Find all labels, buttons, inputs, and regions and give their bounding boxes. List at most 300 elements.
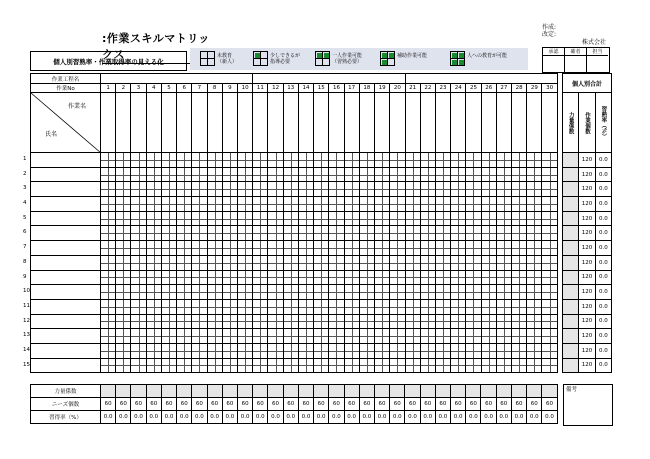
skill-cell[interactable] xyxy=(451,343,466,358)
skill-cell[interactable] xyxy=(405,153,420,168)
skill-cell[interactable] xyxy=(451,255,466,270)
skill-cell[interactable] xyxy=(542,182,557,197)
skill-cell[interactable] xyxy=(344,299,359,314)
skill-cell[interactable] xyxy=(237,299,252,314)
skill-cell[interactable] xyxy=(161,314,176,329)
skill-cell[interactable] xyxy=(268,343,283,358)
skill-cell[interactable] xyxy=(237,211,252,226)
skill-cell[interactable] xyxy=(466,299,481,314)
skill-cell[interactable] xyxy=(375,226,390,241)
skill-cell[interactable] xyxy=(101,285,116,300)
skill-cell[interactable] xyxy=(527,314,542,329)
skill-cell[interactable] xyxy=(527,167,542,182)
skill-cell[interactable] xyxy=(314,226,329,241)
skill-cell[interactable] xyxy=(390,182,405,197)
skill-cell[interactable] xyxy=(512,329,527,344)
skill-cell[interactable] xyxy=(466,329,481,344)
skill-cell[interactable] xyxy=(161,241,176,256)
skill-cell[interactable] xyxy=(481,329,496,344)
skill-cell[interactable] xyxy=(314,299,329,314)
skill-cell[interactable] xyxy=(420,270,435,285)
process-name-cell[interactable] xyxy=(101,74,253,84)
skill-cell[interactable] xyxy=(101,167,116,182)
skill-cell[interactable] xyxy=(344,211,359,226)
skill-cell[interactable] xyxy=(405,299,420,314)
skill-cell[interactable] xyxy=(420,167,435,182)
skill-cell[interactable] xyxy=(496,299,511,314)
skill-cell[interactable] xyxy=(116,270,131,285)
task-name-cell[interactable] xyxy=(101,93,116,153)
skill-cell[interactable] xyxy=(268,329,283,344)
skill-cell[interactable] xyxy=(253,270,268,285)
skill-cell[interactable] xyxy=(512,255,527,270)
skill-cell[interactable] xyxy=(496,226,511,241)
skill-cell[interactable] xyxy=(116,153,131,168)
skill-cell[interactable] xyxy=(329,241,344,256)
skill-cell[interactable] xyxy=(405,226,420,241)
skill-cell[interactable] xyxy=(512,226,527,241)
skill-cell[interactable] xyxy=(375,299,390,314)
skill-cell[interactable] xyxy=(359,255,374,270)
skill-cell[interactable] xyxy=(542,226,557,241)
skill-cell[interactable] xyxy=(131,211,146,226)
skill-cell[interactable] xyxy=(237,167,252,182)
skill-cell[interactable] xyxy=(192,299,207,314)
person-name-cell[interactable] xyxy=(23,299,101,314)
skill-cell[interactable] xyxy=(298,226,313,241)
skill-cell[interactable] xyxy=(101,299,116,314)
skill-cell[interactable] xyxy=(253,343,268,358)
skill-cell[interactable] xyxy=(390,358,405,373)
skill-cell[interactable] xyxy=(131,226,146,241)
skill-cell[interactable] xyxy=(207,329,222,344)
skill-cell[interactable] xyxy=(542,299,557,314)
task-name-cell[interactable] xyxy=(496,93,511,153)
skill-cell[interactable] xyxy=(283,153,298,168)
skill-cell[interactable] xyxy=(542,255,557,270)
task-name-cell[interactable] xyxy=(390,93,405,153)
skill-cell[interactable] xyxy=(527,241,542,256)
skill-cell[interactable] xyxy=(542,197,557,212)
skill-cell[interactable] xyxy=(390,255,405,270)
person-name-cell[interactable] xyxy=(23,255,101,270)
skill-cell[interactable] xyxy=(314,358,329,373)
skill-cell[interactable] xyxy=(192,211,207,226)
skill-cell[interactable] xyxy=(344,329,359,344)
skill-cell[interactable] xyxy=(192,197,207,212)
skill-cell[interactable] xyxy=(207,167,222,182)
skill-cell[interactable] xyxy=(390,343,405,358)
skill-cell[interactable] xyxy=(222,329,237,344)
skill-cell[interactable] xyxy=(161,343,176,358)
skill-cell[interactable] xyxy=(390,270,405,285)
skill-cell[interactable] xyxy=(298,255,313,270)
skill-cell[interactable] xyxy=(542,314,557,329)
skill-cell[interactable] xyxy=(435,211,450,226)
skill-cell[interactable] xyxy=(314,255,329,270)
skill-cell[interactable] xyxy=(131,299,146,314)
skill-cell[interactable] xyxy=(131,197,146,212)
process-name-cell[interactable] xyxy=(253,74,405,84)
skill-cell[interactable] xyxy=(329,153,344,168)
skill-cell[interactable] xyxy=(192,167,207,182)
skill-cell[interactable] xyxy=(405,197,420,212)
task-name-cell[interactable] xyxy=(161,93,176,153)
skill-cell[interactable] xyxy=(268,153,283,168)
task-name-cell[interactable] xyxy=(207,93,222,153)
skill-cell[interactable] xyxy=(420,197,435,212)
skill-cell[interactable] xyxy=(101,255,116,270)
skill-cell[interactable] xyxy=(375,241,390,256)
skill-cell[interactable] xyxy=(192,241,207,256)
skill-cell[interactable] xyxy=(237,343,252,358)
skill-cell[interactable] xyxy=(192,343,207,358)
skill-cell[interactable] xyxy=(481,241,496,256)
skill-cell[interactable] xyxy=(375,255,390,270)
skill-cell[interactable] xyxy=(268,299,283,314)
person-name-cell[interactable] xyxy=(23,167,101,182)
skill-cell[interactable] xyxy=(359,226,374,241)
skill-cell[interactable] xyxy=(283,211,298,226)
skill-cell[interactable] xyxy=(344,314,359,329)
skill-cell[interactable] xyxy=(298,270,313,285)
skill-cell[interactable] xyxy=(466,358,481,373)
skill-cell[interactable] xyxy=(329,182,344,197)
skill-cell[interactable] xyxy=(466,197,481,212)
skill-cell[interactable] xyxy=(207,182,222,197)
task-name-cell[interactable] xyxy=(512,93,527,153)
skill-cell[interactable] xyxy=(207,285,222,300)
skill-cell[interactable] xyxy=(451,211,466,226)
task-name-cell[interactable] xyxy=(359,93,374,153)
skill-cell[interactable] xyxy=(329,270,344,285)
skill-cell[interactable] xyxy=(435,299,450,314)
person-name-cell[interactable] xyxy=(23,226,101,241)
skill-cell[interactable] xyxy=(101,343,116,358)
skill-cell[interactable] xyxy=(527,153,542,168)
skill-cell[interactable] xyxy=(177,314,192,329)
skill-cell[interactable] xyxy=(314,211,329,226)
person-name-cell[interactable] xyxy=(23,343,101,358)
skill-cell[interactable] xyxy=(329,211,344,226)
skill-cell[interactable] xyxy=(314,197,329,212)
skill-cell[interactable] xyxy=(496,153,511,168)
skill-cell[interactable] xyxy=(512,211,527,226)
skill-cell[interactable] xyxy=(101,329,116,344)
skill-cell[interactable] xyxy=(222,299,237,314)
skill-cell[interactable] xyxy=(344,167,359,182)
skill-cell[interactable] xyxy=(116,285,131,300)
skill-cell[interactable] xyxy=(161,358,176,373)
skill-cell[interactable] xyxy=(192,255,207,270)
skill-cell[interactable] xyxy=(314,167,329,182)
skill-cell[interactable] xyxy=(329,167,344,182)
skill-cell[interactable] xyxy=(405,241,420,256)
skill-cell[interactable] xyxy=(420,241,435,256)
skill-cell[interactable] xyxy=(131,167,146,182)
skill-cell[interactable] xyxy=(466,241,481,256)
skill-cell[interactable] xyxy=(253,211,268,226)
skill-cell[interactable] xyxy=(329,226,344,241)
skill-cell[interactable] xyxy=(542,285,557,300)
skill-cell[interactable] xyxy=(390,329,405,344)
skill-cell[interactable] xyxy=(207,358,222,373)
skill-cell[interactable] xyxy=(177,226,192,241)
skill-cell[interactable] xyxy=(344,255,359,270)
skill-cell[interactable] xyxy=(177,329,192,344)
skill-cell[interactable] xyxy=(268,182,283,197)
skill-cell[interactable] xyxy=(314,314,329,329)
skill-cell[interactable] xyxy=(481,285,496,300)
task-name-cell[interactable] xyxy=(344,93,359,153)
skill-cell[interactable] xyxy=(253,182,268,197)
skill-cell[interactable] xyxy=(390,211,405,226)
skill-cell[interactable] xyxy=(131,255,146,270)
skill-cell[interactable] xyxy=(496,358,511,373)
skill-cell[interactable] xyxy=(435,197,450,212)
skill-cell[interactable] xyxy=(207,211,222,226)
skill-cell[interactable] xyxy=(298,358,313,373)
skill-cell[interactable] xyxy=(451,241,466,256)
skill-cell[interactable] xyxy=(435,314,450,329)
skill-cell[interactable] xyxy=(222,153,237,168)
skill-cell[interactable] xyxy=(253,197,268,212)
skill-cell[interactable] xyxy=(375,167,390,182)
skill-cell[interactable] xyxy=(359,270,374,285)
skill-cell[interactable] xyxy=(116,226,131,241)
skill-cell[interactable] xyxy=(207,226,222,241)
skill-cell[interactable] xyxy=(375,197,390,212)
skill-cell[interactable] xyxy=(512,358,527,373)
skill-cell[interactable] xyxy=(283,299,298,314)
skill-cell[interactable] xyxy=(344,241,359,256)
task-name-cell[interactable] xyxy=(451,93,466,153)
skill-cell[interactable] xyxy=(177,270,192,285)
skill-cell[interactable] xyxy=(375,270,390,285)
skill-cell[interactable] xyxy=(131,153,146,168)
skill-cell[interactable] xyxy=(527,182,542,197)
skill-cell[interactable] xyxy=(161,182,176,197)
skill-cell[interactable] xyxy=(344,270,359,285)
skill-cell[interactable] xyxy=(405,285,420,300)
skill-cell[interactable] xyxy=(283,358,298,373)
skill-cell[interactable] xyxy=(298,285,313,300)
skill-cell[interactable] xyxy=(542,211,557,226)
skill-cell[interactable] xyxy=(375,153,390,168)
skill-cell[interactable] xyxy=(146,241,161,256)
skill-cell[interactable] xyxy=(237,329,252,344)
skill-cell[interactable] xyxy=(283,270,298,285)
task-name-cell[interactable] xyxy=(283,93,298,153)
skill-cell[interactable] xyxy=(329,299,344,314)
skill-cell[interactable] xyxy=(314,153,329,168)
skill-cell[interactable] xyxy=(466,211,481,226)
skill-cell[interactable] xyxy=(329,285,344,300)
skill-cell[interactable] xyxy=(146,270,161,285)
skill-cell[interactable] xyxy=(116,299,131,314)
skill-cell[interactable] xyxy=(359,167,374,182)
skill-cell[interactable] xyxy=(314,182,329,197)
skill-cell[interactable] xyxy=(146,299,161,314)
skill-cell[interactable] xyxy=(435,226,450,241)
skill-cell[interactable] xyxy=(222,241,237,256)
skill-cell[interactable] xyxy=(207,343,222,358)
skill-cell[interactable] xyxy=(146,167,161,182)
skill-cell[interactable] xyxy=(146,182,161,197)
skill-cell[interactable] xyxy=(177,211,192,226)
skill-cell[interactable] xyxy=(101,314,116,329)
skill-cell[interactable] xyxy=(268,358,283,373)
skill-cell[interactable] xyxy=(405,167,420,182)
process-name-cell[interactable] xyxy=(405,74,557,84)
skill-cell[interactable] xyxy=(177,285,192,300)
skill-cell[interactable] xyxy=(253,226,268,241)
skill-cell[interactable] xyxy=(283,241,298,256)
skill-cell[interactable] xyxy=(344,153,359,168)
skill-cell[interactable] xyxy=(359,153,374,168)
task-name-cell[interactable] xyxy=(253,93,268,153)
skill-cell[interactable] xyxy=(420,343,435,358)
skill-cell[interactable] xyxy=(222,226,237,241)
skill-cell[interactable] xyxy=(344,226,359,241)
skill-cell[interactable] xyxy=(420,285,435,300)
skill-cell[interactable] xyxy=(146,285,161,300)
skill-cell[interactable] xyxy=(283,314,298,329)
skill-cell[interactable] xyxy=(451,197,466,212)
skill-cell[interactable] xyxy=(435,153,450,168)
skill-cell[interactable] xyxy=(466,167,481,182)
skill-cell[interactable] xyxy=(253,358,268,373)
skill-cell[interactable] xyxy=(451,226,466,241)
task-name-cell[interactable] xyxy=(116,93,131,153)
skill-cell[interactable] xyxy=(512,343,527,358)
skill-cell[interactable] xyxy=(359,314,374,329)
skill-cell[interactable] xyxy=(375,182,390,197)
skill-cell[interactable] xyxy=(222,270,237,285)
skill-cell[interactable] xyxy=(146,343,161,358)
skill-cell[interactable] xyxy=(344,358,359,373)
skill-cell[interactable] xyxy=(512,285,527,300)
skill-cell[interactable] xyxy=(527,270,542,285)
skill-cell[interactable] xyxy=(329,343,344,358)
skill-cell[interactable] xyxy=(101,153,116,168)
skill-cell[interactable] xyxy=(101,358,116,373)
skill-cell[interactable] xyxy=(527,255,542,270)
skill-cell[interactable] xyxy=(512,197,527,212)
person-name-cell[interactable] xyxy=(23,285,101,300)
skill-cell[interactable] xyxy=(146,255,161,270)
skill-cell[interactable] xyxy=(131,314,146,329)
skill-cell[interactable] xyxy=(192,226,207,241)
task-name-cell[interactable] xyxy=(177,93,192,153)
skill-cell[interactable] xyxy=(237,197,252,212)
skill-cell[interactable] xyxy=(359,285,374,300)
skill-cell[interactable] xyxy=(496,329,511,344)
skill-cell[interactable] xyxy=(481,211,496,226)
skill-cell[interactable] xyxy=(496,255,511,270)
skill-cell[interactable] xyxy=(268,314,283,329)
skill-cell[interactable] xyxy=(222,358,237,373)
skill-cell[interactable] xyxy=(390,226,405,241)
skill-cell[interactable] xyxy=(466,255,481,270)
skill-cell[interactable] xyxy=(116,182,131,197)
skill-cell[interactable] xyxy=(177,167,192,182)
skill-cell[interactable] xyxy=(237,270,252,285)
skill-cell[interactable] xyxy=(146,329,161,344)
skill-cell[interactable] xyxy=(512,270,527,285)
person-name-cell[interactable] xyxy=(23,270,101,285)
skill-cell[interactable] xyxy=(344,343,359,358)
task-name-cell[interactable] xyxy=(131,93,146,153)
skill-cell[interactable] xyxy=(207,241,222,256)
skill-cell[interactable] xyxy=(222,285,237,300)
skill-cell[interactable] xyxy=(359,299,374,314)
skill-cell[interactable] xyxy=(420,182,435,197)
skill-cell[interactable] xyxy=(283,343,298,358)
skill-cell[interactable] xyxy=(237,314,252,329)
skill-cell[interactable] xyxy=(253,241,268,256)
skill-cell[interactable] xyxy=(329,197,344,212)
task-name-cell[interactable] xyxy=(268,93,283,153)
skill-cell[interactable] xyxy=(329,358,344,373)
skill-cell[interactable] xyxy=(207,299,222,314)
skill-cell[interactable] xyxy=(177,343,192,358)
skill-cell[interactable] xyxy=(542,241,557,256)
skill-cell[interactable] xyxy=(451,167,466,182)
skill-cell[interactable] xyxy=(268,270,283,285)
skill-cell[interactable] xyxy=(451,153,466,168)
skill-cell[interactable] xyxy=(192,329,207,344)
skill-cell[interactable] xyxy=(512,241,527,256)
skill-cell[interactable] xyxy=(420,329,435,344)
person-name-cell[interactable] xyxy=(23,314,101,329)
skill-cell[interactable] xyxy=(435,270,450,285)
skill-cell[interactable] xyxy=(116,329,131,344)
skill-cell[interactable] xyxy=(207,197,222,212)
skill-cell[interactable] xyxy=(435,329,450,344)
skill-cell[interactable] xyxy=(359,358,374,373)
skill-cell[interactable] xyxy=(466,285,481,300)
person-name-cell[interactable] xyxy=(23,153,101,168)
skill-cell[interactable] xyxy=(253,314,268,329)
skill-cell[interactable] xyxy=(314,241,329,256)
skill-cell[interactable] xyxy=(268,285,283,300)
skill-cell[interactable] xyxy=(161,270,176,285)
skill-cell[interactable] xyxy=(314,343,329,358)
skill-cell[interactable] xyxy=(116,358,131,373)
skill-cell[interactable] xyxy=(527,343,542,358)
skill-cell[interactable] xyxy=(268,167,283,182)
skill-cell[interactable] xyxy=(496,211,511,226)
skill-cell[interactable] xyxy=(481,197,496,212)
skill-cell[interactable] xyxy=(527,329,542,344)
skill-cell[interactable] xyxy=(298,167,313,182)
skill-cell[interactable] xyxy=(222,197,237,212)
skill-cell[interactable] xyxy=(405,182,420,197)
skill-cell[interactable] xyxy=(435,255,450,270)
skill-cell[interactable] xyxy=(420,226,435,241)
skill-cell[interactable] xyxy=(420,255,435,270)
skill-cell[interactable] xyxy=(466,182,481,197)
skill-cell[interactable] xyxy=(435,241,450,256)
skill-cell[interactable] xyxy=(237,255,252,270)
skill-cell[interactable] xyxy=(116,167,131,182)
skill-cell[interactable] xyxy=(359,182,374,197)
skill-cell[interactable] xyxy=(192,358,207,373)
skill-cell[interactable] xyxy=(283,182,298,197)
skill-cell[interactable] xyxy=(207,270,222,285)
skill-cell[interactable] xyxy=(420,299,435,314)
